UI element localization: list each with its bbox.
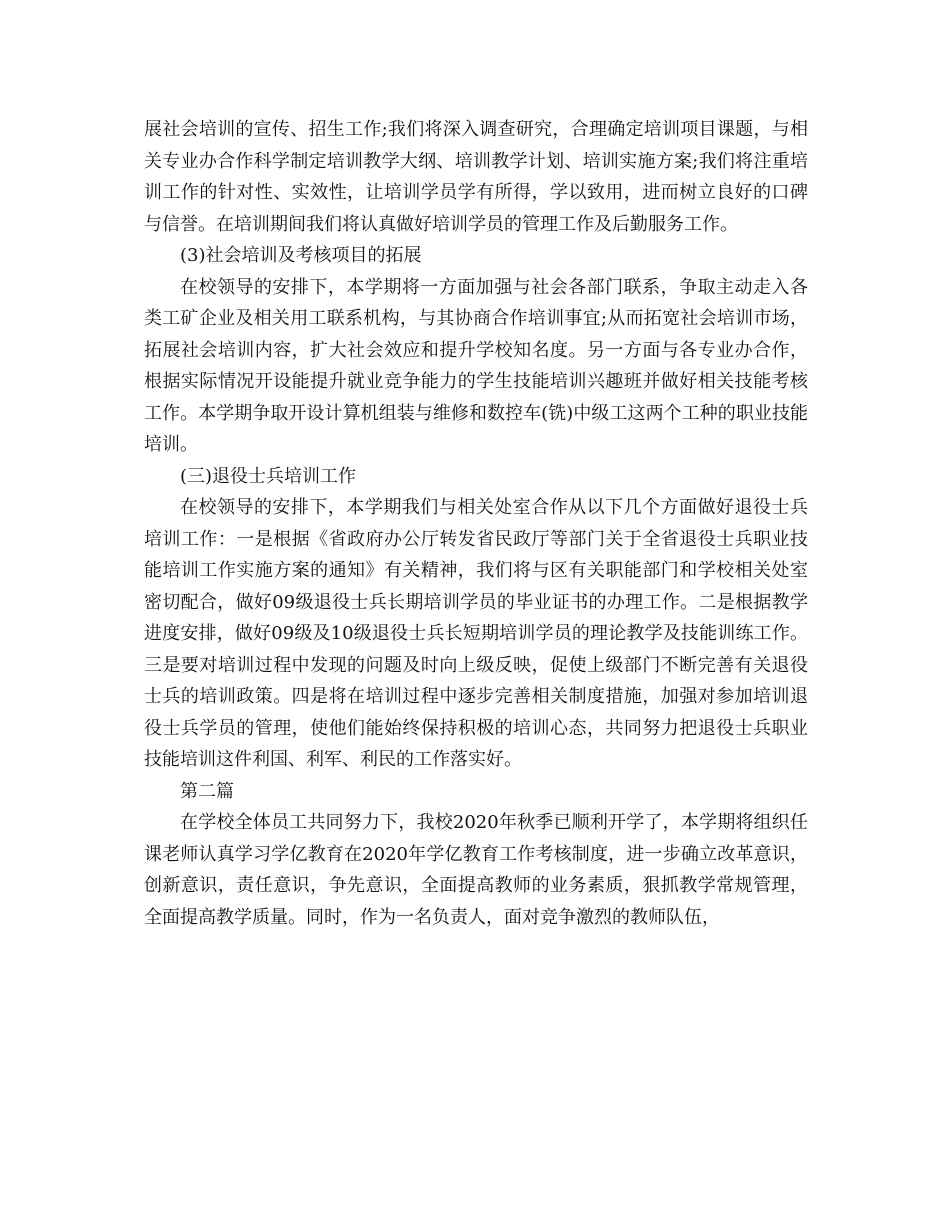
paragraph-training-promotion: 展社会培训的宣传、招生工作;我们将深入调查研究，合理确定培训项目课题，与相关专业办合作科学制定培训教学大纲、培训教学计划、培训实施方案;我们将注重培训工作的针对性、实效性，让培训学员学有所得，学以致用，进而树立良好的口碑与信誉。在培训期间我们将认真做好培训学员的管理工作及后勤服务工作。: [144, 119, 808, 235]
heading-social-training-expansion: (3)社会培训及考核项目的拓展: [180, 245, 422, 266]
heading-second-article: 第二篇: [180, 780, 234, 802]
paragraph-veteran-training: 在校领导的安排下，本学期我们与相关处室合作从以下几个方面做好退役士兵培训工作：一是根据《省政府办公厅转发省民政厅等部门关于全省退役士兵职业技能培训工作实施方案的通知》有关精神，我们将与区有关职能部门和学校相关处室密切配合，做好09级退役士兵长期培训学员的毕业证书的办理工作。二是根据教学进度安排，做好09级及10级退役士兵长短期培训学员的理论教学及技能训练工作。三是要对培训过程中发现的问题及时向上级反映，促使上级部门不断完善有关退役士兵的培训政策。四是将在培训过程中逐步完善相关制度措施，加强对参加培训退役士兵学员的管理，使他们能始终保持积极的培训心态，共同努力把退役士兵职业技能培训这件利国、利军、利民的工作落实好。: [144, 497, 808, 770]
paragraph-social-training-expansion: 在校领导的安排下，本学期将一方面加强与社会各部门联系，争取主动走入各类工矿企业及相关用工联系机构，与其协商合作培训事宜;从而拓宽社会培训市场，拓展社会培训内容，扩大社会效应和提升学校知名度。另一方面与各专业办合作，根据实际情况开设能提升就业竞争能力的学生技能培训兴趣班并做好相关技能考核工作。本学期争取开设计算机组装与维修和数控车(铣)中级工这两个工种的职业技能培训。: [144, 276, 808, 455]
heading-veteran-training: (三)退役士兵培训工作: [180, 465, 357, 487]
document-body: [144, 114, 808, 933]
paragraph-second-article: 在学校全体员工共同努力下，我校2020年秋季已顺利开学了，本学期将组织任课老师认真学习学亿教育在2020年学亿教育工作考核制度，进一步确立改革意识，创新意识，责任意识，争先意识，全面提高教师的业务素质，狠抓教学常规管理，全面提高教学质量。同时，作为一名负责人，面对竞争激烈的教师队伍，: [144, 812, 808, 928]
